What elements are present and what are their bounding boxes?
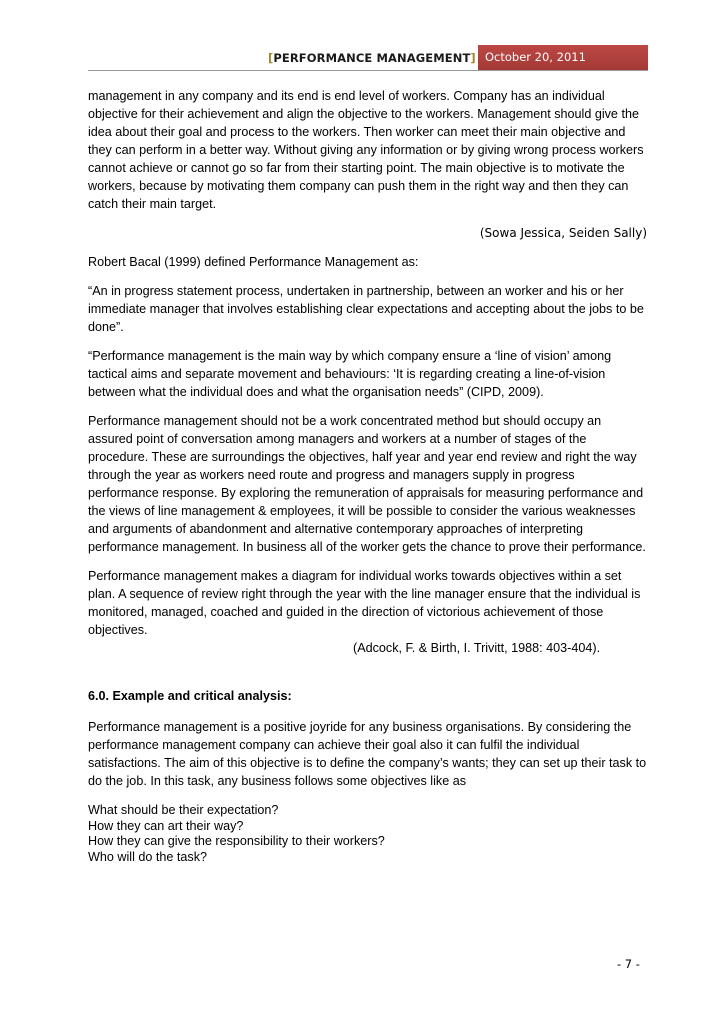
header-bracket-close: ] — [470, 51, 476, 65]
question-item: How they can art their way? — [88, 818, 244, 833]
header-divider — [88, 70, 648, 71]
question-item: Who will do the task? — [88, 849, 207, 864]
quote-paragraph: “Performance management is the main way by which company ensure a ‘line of vision’ among tactical aims and separate movement and behaviours: ‘It is regarding creating a line-of-vision between what the individual does and what the organisation needs” (CIPD, 2009). — [88, 349, 612, 399]
quote-paragraph: “An in progress statement process, undertaken in partnership, between an worker and his or her immediate manager that involves establishing clear expectations and accepting about the jobs to be done”. — [88, 284, 644, 334]
citation: (Sowa Jessica, Seiden Sally) — [479, 226, 647, 240]
paragraph: Performance management makes a diagram for individual works towards objectives within a set plan. A sequence of review right through the year with the line manager ensure that the individual is monitored, managed, coached and guided in the direction of victorious achievement of those objectives. — [88, 569, 641, 637]
paragraph: Performance management is a positive joyride for any business organisations. By considering the performance management company can achieve their goal also it can fulfil the individual satisfactions. The aim of this objective is to define the company’s wants; they can set up their task to do the job. In this task, any business follows some objectives like as — [88, 720, 647, 788]
header-date-badge: October 20, 2011 — [478, 45, 648, 70]
header-title-text: PERFORMANCE MANAGEMENT — [273, 51, 471, 65]
citation: (Adcock, F. & Birth, I. Trivitt, 1988: 403-404). — [353, 641, 601, 655]
question-list — [88, 803, 648, 865]
running-header-title — [268, 47, 476, 70]
header-bracket-open: [ — [268, 51, 274, 65]
paragraph: management in any company and its end is end level of workers. Company has an individual objective for their achievement and align the objective to the workers. Management should give the idea about their goal and process to the workers. Then worker can meet their main objective and they can perform in a better way. Without giving any information or by giving wrong process workers cannot achieve or cannot go so far from their starting point. The main objective is to motivate the workers, because by motivating them company can push them in the right way and then they can catch their main target. — [88, 89, 644, 211]
page-number: - 7 - — [617, 957, 640, 971]
body-text — [88, 87, 648, 865]
question-item: How they can give the responsibility to their workers? — [88, 834, 385, 848]
paragraph: Robert Bacal (1999) defined Performance Management as: — [88, 255, 419, 269]
paragraph: Performance management should not be a work concentrated method but should occupy an assured point of conversation among managers and workers at a number of stages of the procedure. These are surroundings the objectives, half year and year end review and right the way through the year as workers need route and progress and managers supply in progress performance response. By exploring the remuneration of appraisals for measuring performance and the views of line management & employees, it will be possible to consider the various weaknesses and arguments of abandonment and alternative contemporary approaches of interpreting performance management. In business all of the worker gets the chance to prove their performance. — [88, 414, 646, 554]
question-item: What should be their expectation? — [88, 803, 279, 817]
section-heading: 6.0. Example and critical analysis: — [88, 689, 292, 703]
